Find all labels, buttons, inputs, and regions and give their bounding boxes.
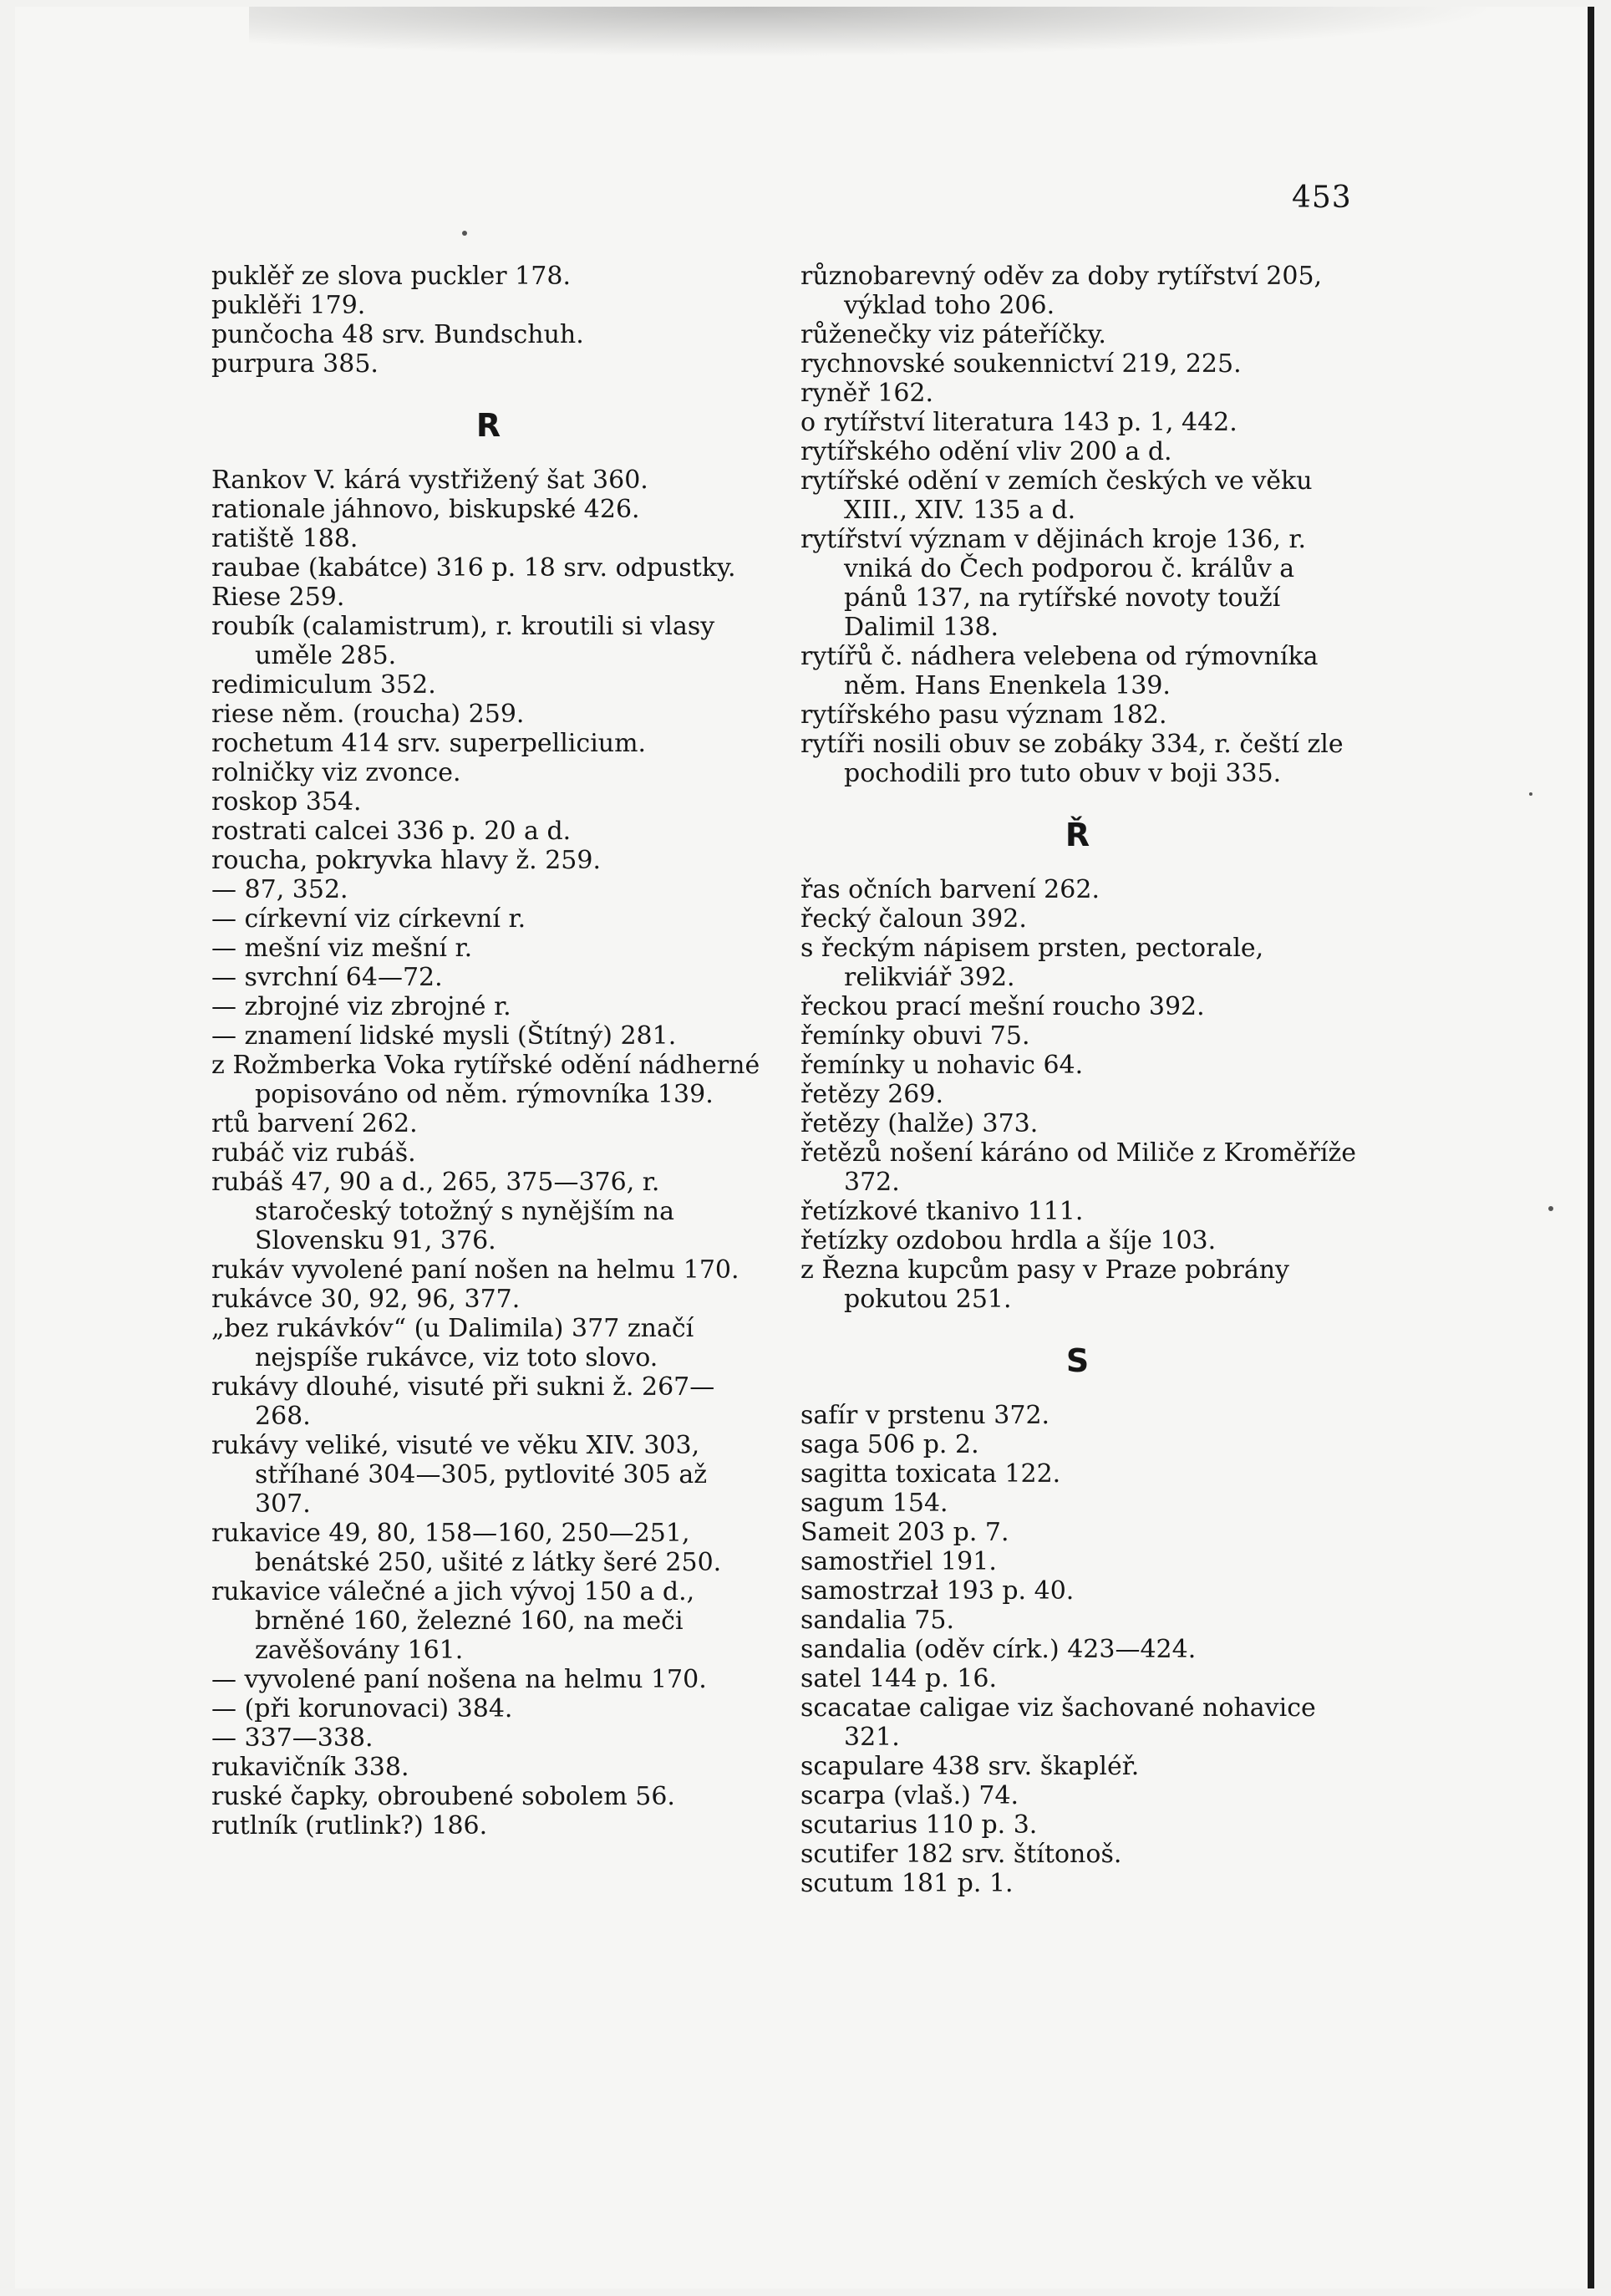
index-entry: rukávce 30, 92, 96, 377. — [211, 1285, 521, 1314]
scan-speck — [1548, 1206, 1553, 1211]
index-entry: rostrati calcei 336 p. 20 a d. — [211, 817, 572, 846]
index-entry: ruské čapky, obroubené sobolem 56. — [211, 1782, 675, 1811]
index-entry: Rankov V. kárá vystřižený šat 360. — [211, 466, 648, 495]
index-entry: řetězy 269. — [800, 1080, 943, 1109]
index-column-left — [211, 262, 767, 1840]
index-entry: saga 506 p. 2. — [800, 1430, 979, 1459]
index-entry: rytířství význam v dějinách kroje 136, r. vniká do Čech podporou č. králův a pánů 137, na rytířské novoty touží Dalimil 138. — [800, 525, 1306, 642]
index-entry: scacatae caligae viz šachované nohavice 321. — [800, 1693, 1316, 1752]
index-entry: — vyvolené paní nošena na helmu 170. — [211, 1665, 707, 1694]
index-entry: Sameit 203 p. 7. — [800, 1518, 1009, 1547]
index-entry: raubae (kabátce) 316 p. 18 srv. odpustky. — [211, 553, 736, 583]
index-entry: řeckou prací mešní roucho 392. — [800, 992, 1205, 1021]
index-entry: — svrchní 64—72. — [211, 963, 443, 992]
index-column-right — [800, 262, 1356, 1898]
index-entry: scutum 181 p. 1. — [800, 1869, 1014, 1898]
index-entry: rationale jáhnovo, biskupské 426. — [211, 495, 640, 524]
index-entry: sagum 154. — [800, 1489, 948, 1518]
scan-speck — [1529, 792, 1532, 796]
scan-shadow — [249, 7, 1502, 57]
index-entry: puklěři 179. — [211, 291, 366, 320]
index-entry: rolničky viz zvonce. — [211, 758, 461, 787]
index-entry: řecký čaloun 392. — [800, 904, 1027, 934]
index-entry: riese něm. (roucha) 259. — [211, 700, 525, 729]
index-entry: ryněř 162. — [800, 379, 934, 408]
index-entry: scutarius 110 p. 3. — [800, 1810, 1038, 1840]
index-entry: rukavičník 338. — [211, 1753, 409, 1782]
index-entry: řemínky obuvi 75. — [800, 1021, 1030, 1051]
index-entry: různobarevný oděv za doby rytířství 205, výklad toho 206. — [800, 262, 1323, 320]
index-entry: rukávy dlouhé, visuté při sukni ž. 267—268. — [211, 1372, 715, 1431]
index-entry: řetězů nošení káráno od Miliče z Kroměříže 372. — [800, 1138, 1357, 1197]
section-heading: S — [1065, 1342, 1091, 1379]
index-entry: — církevní viz církevní r. — [211, 904, 526, 934]
index-entry: řetízky ozdobou hrdla a šíje 103. — [800, 1226, 1217, 1255]
index-entry: — mešní viz mešní r. — [211, 934, 473, 963]
index-entry: z Rožmberka Voka rytířské odění nádherné popisováno od něm. rýmovníka 139. — [211, 1051, 760, 1109]
index-entry: scapulare 438 srv. škapléř. — [800, 1752, 1140, 1781]
index-entry: rytířské odění v zemích českých ve věku XIII., XIV. 135 a d. — [800, 466, 1313, 525]
index-entry: „bez rukávkóv“ (u Dalimila) 377 značí nejspíše rukávce, viz toto slovo. — [211, 1314, 694, 1372]
index-entry: rutlník (rutlink?) 186. — [211, 1811, 488, 1840]
index-entry: rubáš 47, 90 a d., 265, 375—376, r. staročeský totožný s nynějším na Slovensku 91, 376. — [211, 1168, 674, 1255]
page-number: 453 — [1292, 181, 1352, 215]
index-entry: rytířů č. nádhera velebena od rýmovníka něm. Hans Enenkela 139. — [800, 642, 1319, 700]
index-entry: rukávy veliké, visuté ve věku XIV. 303, stříhané 304—305, pytlovité 305 až 307. — [211, 1431, 708, 1519]
index-entry: sagitta toxicata 122. — [800, 1459, 1061, 1489]
index-entry: řetízkové tkanivo 111. — [800, 1197, 1084, 1226]
index-entry: rubáč viz rubáš. — [211, 1138, 416, 1168]
index-entry: řemínky u nohavic 64. — [800, 1051, 1084, 1080]
index-entry: redimiculum 352. — [211, 670, 436, 700]
index-entry: sandalia (oděv círk.) 423—424. — [800, 1635, 1197, 1664]
book-page — [15, 7, 1594, 2288]
index-entry: Riese 259. — [211, 583, 345, 612]
index-entry: punčocha 48 srv. Bundschuh. — [211, 320, 584, 349]
index-entry: scarpa (vlaš.) 74. — [800, 1781, 1019, 1810]
index-entry: rytíři nosili obuv se zobáky 334, r. čeští zle pochodili pro tuto obuv v boji 335. — [800, 730, 1344, 788]
index-entry: o rytířství literatura 143 p. 1, 442. — [800, 408, 1237, 437]
index-entry: řetězy (halže) 373. — [800, 1109, 1039, 1138]
index-entry: — (při korunovaci) 384. — [211, 1694, 513, 1723]
index-entry: růženečky viz páteříčky. — [800, 320, 1106, 349]
index-entry: z Řezna kupcům pasy v Praze pobrány pokutou 251. — [800, 1255, 1289, 1314]
index-entry: samostřiel 191. — [800, 1547, 997, 1576]
index-entry: rtů barvení 262. — [211, 1109, 418, 1138]
index-entry: roskop 354. — [211, 787, 362, 817]
index-entry: purpura 385. — [211, 349, 379, 379]
index-entry: — 87, 352. — [211, 875, 348, 904]
scan-speck — [462, 231, 467, 236]
index-entry: rytířského pasu význam 182. — [800, 700, 1167, 730]
index-entry: roubík (calamistrum), r. kroutili si vlasy uměle 285. — [211, 612, 715, 670]
section-heading: Ř — [1065, 817, 1092, 853]
index-entry: roucha, pokryvka hlavy ž. 259. — [211, 846, 601, 875]
index-entry: scutifer 182 srv. štítonoš. — [800, 1840, 1122, 1869]
section-heading: R — [475, 407, 503, 444]
index-entry: samostrzał 193 p. 40. — [800, 1576, 1075, 1606]
index-entry: — 337—338. — [211, 1723, 374, 1753]
index-entry: rochetum 414 srv. superpellicium. — [211, 729, 647, 758]
index-entry: ratiště 188. — [211, 524, 358, 553]
index-entry: — zbrojné viz zbrojné r. — [211, 992, 511, 1021]
index-entry: s řeckým nápisem prsten, pectorale, relikviář 392. — [800, 934, 1264, 992]
index-entry: řas očních barvení 262. — [800, 875, 1100, 904]
index-entry: safír v prstenu 372. — [800, 1401, 1050, 1430]
index-entry: rukavice 49, 80, 158—160, 250—251, benátské 250, ušité z látky šeré 250. — [211, 1519, 722, 1577]
index-entry: rukavice válečné a jich vývoj 150 a d., brněné 160, železné 160, na meči zavěšovány 161. — [211, 1577, 695, 1665]
index-entry: rukáv vyvolené paní nošen na helmu 170. — [211, 1255, 739, 1285]
index-entry: sandalia 75. — [800, 1606, 955, 1635]
index-entry: satel 144 p. 16. — [800, 1664, 998, 1693]
index-entry: rychnovské soukennictví 219, 225. — [800, 349, 1242, 379]
index-entry: rytířského odění vliv 200 a d. — [800, 437, 1172, 466]
index-entry: puklěř ze slova puckler 178. — [211, 262, 571, 291]
index-entry: — znamení lidské mysli (Štítný) 281. — [211, 1021, 677, 1051]
